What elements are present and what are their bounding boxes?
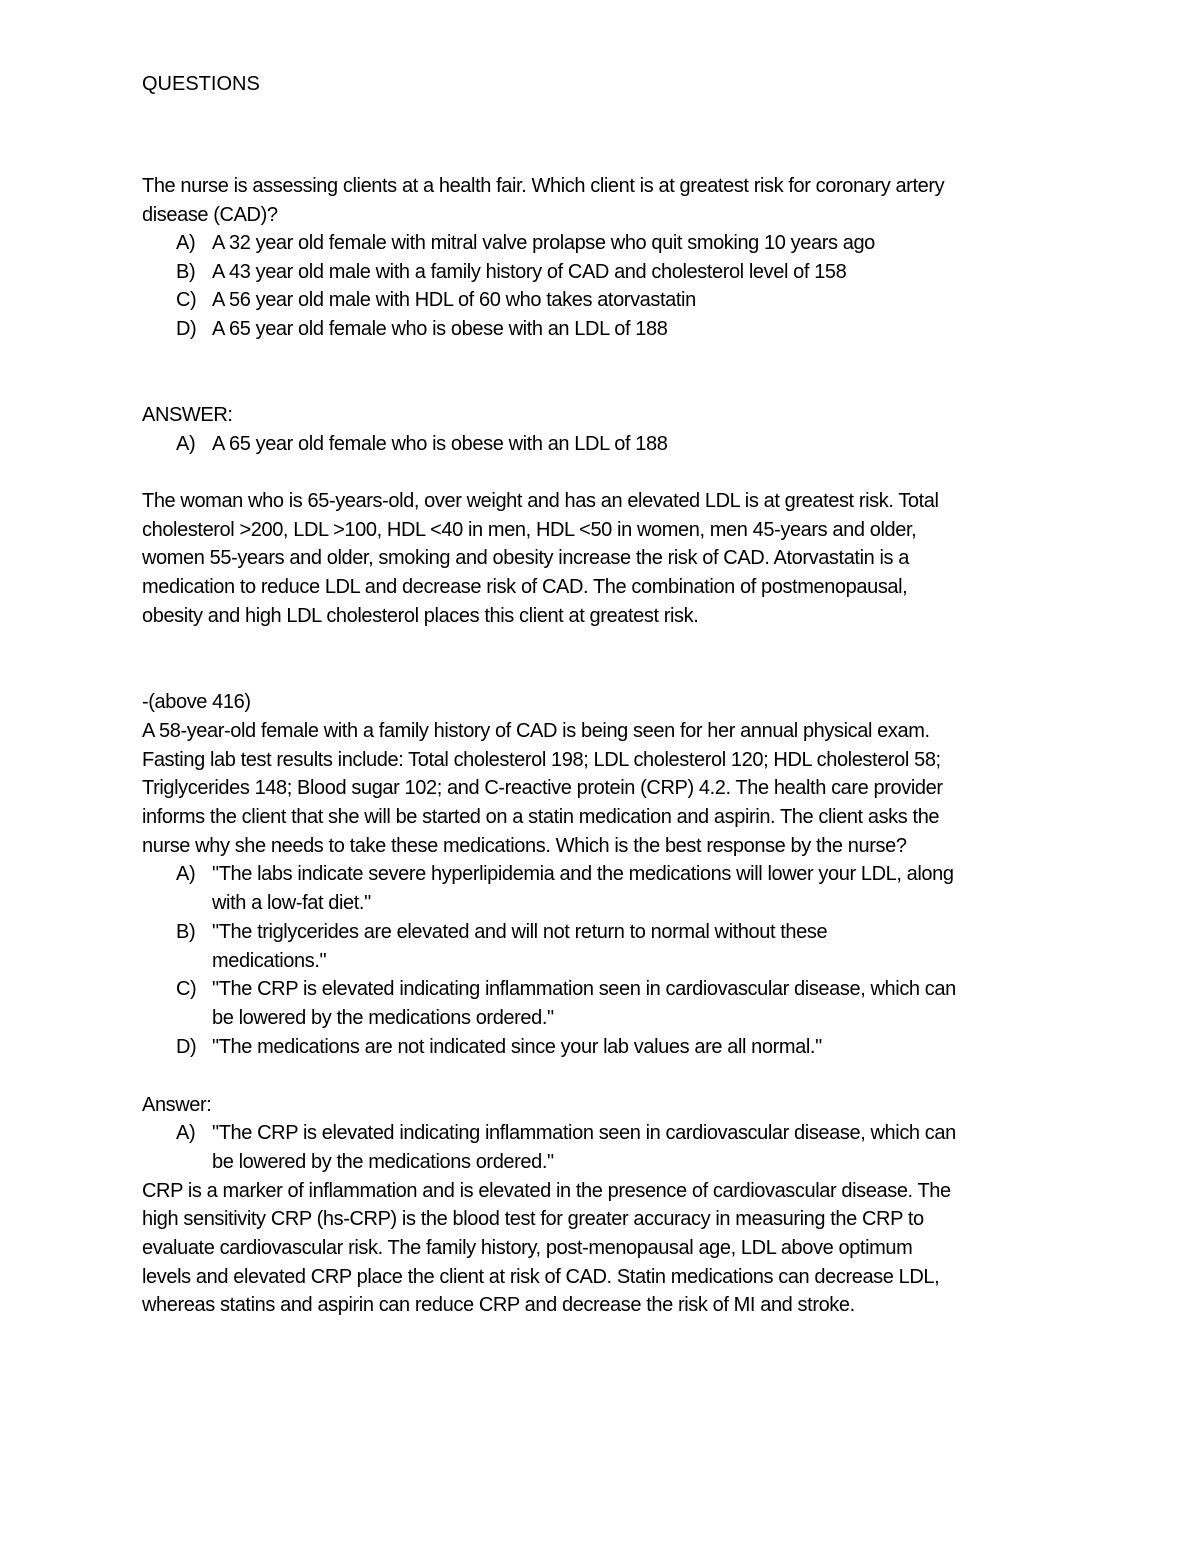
option-text: "The medications are not indicated since your lab values are all normal." xyxy=(212,1036,822,1058)
option-letter: C) xyxy=(176,978,197,1000)
option-letter: B) xyxy=(176,261,196,283)
page-heading: QUESTIONS xyxy=(142,73,260,95)
q2-stem-line: Fasting lab test results include: Total cholesterol 198; LDL cholesterol 120; HDL cholesterol 58; xyxy=(142,749,941,771)
option-text: be lowered by the medications ordered." xyxy=(212,1151,554,1173)
option-text: medications." xyxy=(212,950,327,972)
q2-answer-label: Answer: xyxy=(142,1094,212,1116)
option-text: "The CRP is elevated indicating inflammation seen in cardiovascular disease, which can xyxy=(212,978,956,1000)
q2-rationale-line: levels and elevated CRP place the client at risk of CAD. Statin medications can decrease LDL, xyxy=(142,1266,940,1288)
q2-stem-line: informs the client that she will be started on a statin medication and aspirin. The client asks the xyxy=(142,806,940,828)
option-letter: A) xyxy=(176,863,196,885)
q2-stem-line: A 58-year-old female with a family history of CAD is being seen for her annual physical exam. xyxy=(142,720,930,742)
q2-stem-line: nurse why she needs to take these medications. Which is the best response by the nurse? xyxy=(142,835,907,857)
q1-rationale-line: women 55-years and older, smoking and obesity increase the risk of CAD. Atorvastatin is a xyxy=(142,547,910,569)
q1-rationale-line: The woman who is 65-years-old, over weight and has an elevated LDL is at greatest risk. Total xyxy=(142,490,939,512)
q1-answer-label: ANSWER: xyxy=(142,404,233,426)
q2-rationale-line: whereas statins and aspirin can reduce CRP and decrease the risk of MI and stroke. xyxy=(142,1294,855,1316)
option-letter: D) xyxy=(176,318,197,340)
option-text: with a low-fat diet." xyxy=(212,892,371,914)
option-letter: D) xyxy=(176,1036,197,1058)
option-letter: A) xyxy=(176,433,196,455)
option-text: "The CRP is elevated indicating inflammation seen in cardiovascular disease, which can xyxy=(212,1122,956,1144)
option-text: "The labs indicate severe hyperlipidemia and the medications will lower your LDL, along xyxy=(212,863,954,885)
option-text: A 32 year old female with mitral valve prolapse who quit smoking 10 years ago xyxy=(212,232,875,254)
q1-rationale-line: cholesterol >200, LDL >100, HDL <40 in men, HDL <50 in women, men 45-years and older, xyxy=(142,519,917,541)
q1-rationale-line: obesity and high LDL cholesterol places this client at greatest risk. xyxy=(142,605,699,627)
option-letter: C) xyxy=(176,289,197,311)
q2-rationale-line: high sensitivity CRP (hs-CRP) is the blood test for greater accuracy in measuring the CRP to xyxy=(142,1208,924,1230)
option-text: A 56 year old male with HDL of 60 who takes atorvastatin xyxy=(212,289,696,311)
option-text: be lowered by the medications ordered." xyxy=(212,1007,554,1029)
q2-rationale-line: CRP is a marker of inflammation and is elevated in the presence of cardiovascular disease. The xyxy=(142,1180,951,1202)
q2-stem-line: Triglycerides 148; Blood sugar 102; and C-reactive protein (CRP) 4.2. The health care provider xyxy=(142,777,943,799)
option-text: A 43 year old male with a family history of CAD and cholesterol level of 158 xyxy=(212,261,847,283)
q2-note: -(above 416) xyxy=(142,691,251,713)
q1-stem-line: disease (CAD)? xyxy=(142,204,278,226)
option-letter: A) xyxy=(176,232,196,254)
option-letter: A) xyxy=(176,1122,196,1144)
option-text: A 65 year old female who is obese with an LDL of 188 xyxy=(212,433,668,455)
q1-rationale-line: medication to reduce LDL and decrease risk of CAD. The combination of postmenopausal, xyxy=(142,576,908,598)
option-letter: B) xyxy=(176,921,196,943)
option-text: A 65 year old female who is obese with an LDL of 188 xyxy=(212,318,668,340)
q2-rationale-line: evaluate cardiovascular risk. The family history, post-menopausal age, LDL above optimum xyxy=(142,1237,913,1259)
q1-stem-line: The nurse is assessing clients at a health fair. Which client is at greatest risk for coronary artery xyxy=(142,175,945,197)
option-text: "The triglycerides are elevated and will not return to normal without these xyxy=(212,921,828,943)
